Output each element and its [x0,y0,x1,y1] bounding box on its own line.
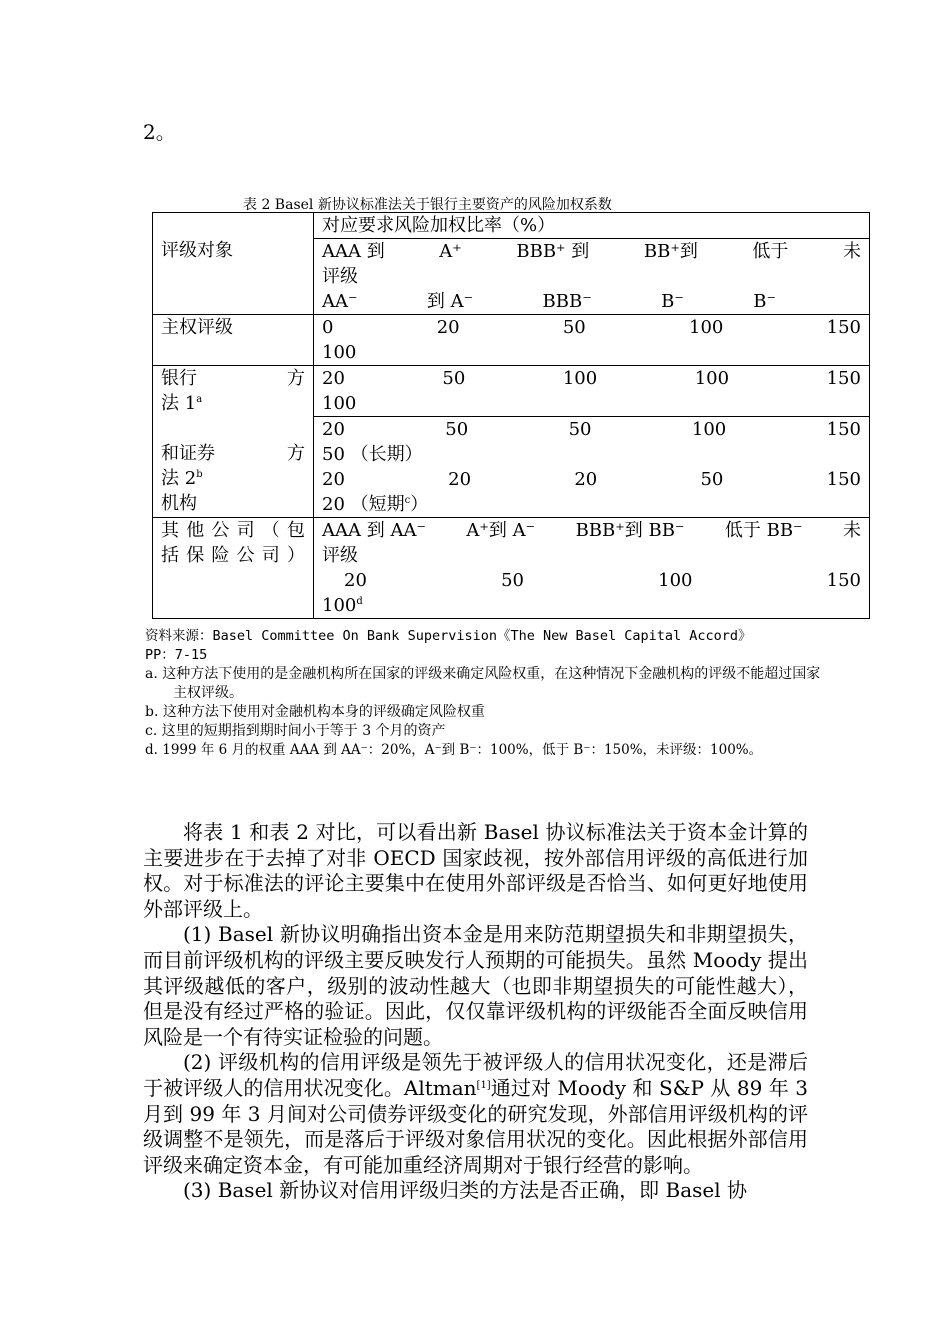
grade-h2-1: 到 A⁻ [426,291,474,312]
grade-h1-3: BB⁺到 [643,241,698,262]
note-a: a. 这种方法下使用的是金融机构所在国家的评级来确定风险权重，在这种情况下金融机构的评级不能超过国家主权评级。 [145,666,821,701]
paragraph-1: 将表 1 和表 2 对比，可以看出新 Basel 协议标准法关于资本金计算的主要进步在于去掉了对非 OECD 国家歧视，按外部信用评级的高低进行加权。对于标准法的评论主要集中在使用外部评级是否恰当、如何更好地使用外部评级上。 [143,820,808,921]
grades-row-2 [322,289,861,314]
bank-label-4-sup: b [196,469,203,480]
corp-v3: 150 [826,570,861,591]
corp-grade-4: 未 [843,520,861,541]
table-caption: 表 2 Basel 新协议标准法关于银行主要资产的风险加权系数 [243,197,612,213]
bank-label-3b: 方 [287,443,305,464]
paragraph-2: (1) Basel 新协议明确指出资本金是用来防范期望损失和非期望损失，而目前评级机构的评级主要反映发行人预期的可能损失。虽然 Moody 提出其评级越低的客户，级别的波动性越大（也即非期望损失的可能性越大），但是没有经过严格的验证。因此，仅仅靠评级机构的评级能否全面反映信用风险是一个有待实证检验的问题。 [143,922,808,1049]
bank-label-line4 [161,466,305,491]
bank-opt2-long-v3: 100 [691,419,727,440]
sovereign-label: 主权评级 [161,317,233,338]
bank-option1-row [153,366,870,417]
short-wrap-prefix: 20 （短期 [322,494,405,515]
corporate-values [322,568,861,593]
corp-grade-0: AAA 到 AA⁻ [322,520,426,541]
corp-v1: 50 [501,570,524,591]
corporate-grades-wrap: 评级 [322,545,358,566]
body-text [143,820,808,1204]
bank-opt2-long-v2: 50 [568,419,592,440]
bank-opt2-short-v3: 50 [700,469,724,490]
bank-option2-long-values [322,417,861,442]
header-title-cell [314,213,870,239]
bank-opt2-long-v1: 50 [445,419,469,440]
rating-object-label: 评级对象 [161,240,233,261]
sovereign-wrap: 100 [322,342,357,363]
sovereign-v2: 50 [562,317,586,338]
corporate-values-cell [314,518,870,619]
bank-option1-wrap: 100 [322,393,357,414]
bank-option2-short-wrap [322,492,861,517]
corp-v0: 20 [344,570,367,591]
grades-row-1-wrap: 评级 [322,266,358,287]
corp-wrap-sup: d [356,596,363,607]
bank-opt2-long-v0: 20 [322,419,345,440]
paragraph-3-after: 通过对 Moody 和 S&P 从 89 年 3 月到 99 年 3 月间对公司债券评级变化的研究发现，外部信用评级机构的评级调整不是领先，而是落后于评级对象信用状况的变化。因此根据外部信用评级来确定资本金，有可能加重经济周期对于银行经营的影响。 [143,1075,808,1177]
bank-opt2-short-v4: 150 [826,469,861,490]
bank-label-line3 [161,441,305,466]
corporate-row [153,518,870,619]
bank-option2-values-cell [314,417,870,518]
bank-label-1a: 银行 [161,368,197,389]
bank-label-cell [153,366,314,518]
bank-opt1-v1: 50 [442,368,466,389]
bank-option1-values-cell [314,366,870,417]
bank-label-4: 法 2 [161,468,197,489]
corporate-grades [322,518,861,543]
grade-h1-1: A⁺ [439,241,462,262]
short-wrap-suffix: ） [410,494,429,515]
grade-h1-5: 未 [842,241,861,262]
bank-label-line5: 机构 [161,493,197,514]
grade-h1-2: BBB⁺ 到 [516,241,590,262]
table-notes [145,627,825,760]
grade-h2-4: B⁻ [753,291,776,312]
rating-grades-cell [314,239,870,315]
bank-label-1b: 方 [287,368,305,389]
corp-grade-1: A⁺到 A⁻ [466,520,536,541]
grade-h2-2: BBB⁻ [542,291,592,312]
corporate-label-line1: 其他公司（包 [161,520,305,541]
bank-opt1-v4: 150 [826,368,861,389]
sovereign-v4: 150 [826,317,861,338]
corp-wrap-value: 100 [322,595,357,616]
corporate-label-line2: 括保险公司） [161,545,305,566]
bank-label-line2 [161,391,305,416]
bank-opt1-v3: 100 [694,368,730,389]
paragraph-4: (3) Basel 新协议对信用评级归类的方法是否正确，即 Basel 协 [183,1178,747,1203]
paragraph-3-before: (2) 评级机构的信用评级是领先于被评级人的信用状况变化，还是滞后于被评级人的信用状况变化。Altman [143,1050,808,1100]
table-header-row [153,213,870,239]
corp-grade-2: BBB⁺到 BB⁻ [575,520,685,541]
source-note: 资料来源：Basel Committee On Bank Supervision《The New Basel Capital Accord》PP：7-15 [145,628,745,663]
short-wrap-sup: c [404,495,411,506]
top-fragment: 2。 [143,120,176,144]
corp-grade-3: 低于 BB⁻ [724,520,803,541]
note-b: b. 这种方法下使用对金融机构本身的评级确定风险权重 [145,704,485,720]
sovereign-v0: 0 [322,317,334,338]
bank-option1-values [322,366,861,391]
sovereign-v1: 20 [436,317,460,338]
corp-v2: 100 [658,570,693,591]
grade-h1-0: AAA 到 [322,241,385,262]
bank-option2-long-wrap: 50 （长期） [322,444,423,465]
bank-opt2-short-v0: 20 [322,469,345,490]
sovereign-row [153,315,870,366]
grade-h2-3: B⁻ [661,291,684,312]
risk-weight-table [152,212,870,619]
sovereign-label-cell [153,315,314,366]
bank-option2-short-values [322,467,861,492]
grade-h2-0: AA⁻ [322,291,358,312]
bank-opt1-v2: 100 [562,368,598,389]
paragraph-3 [143,1050,808,1178]
note-c: c. 这里的短期指到期时间小于等于 3 个月的资产 [145,723,446,739]
bank-label-line1 [161,366,305,391]
citation-ref: [1] [476,1079,491,1091]
sovereign-values [322,315,861,340]
bank-opt2-long-v4: 150 [826,419,861,440]
bank-opt2-short-v2: 20 [574,469,598,490]
corporate-label-cell [153,518,314,619]
bank-label-2: 法 1 [161,393,197,414]
sovereign-v3: 100 [689,317,724,338]
corporate-wrap [322,593,861,618]
rating-object-cell [153,213,314,315]
header-title: 对应要求风险加权比率（%） [322,215,556,236]
bank-label-3a: 和证券 [161,443,215,464]
grade-h1-4: 低于 [752,241,789,262]
note-d: d. 1999 年 6 月的权重 AAA 到 AA⁻：20%，A⁻到 B⁻：100%，低于 B⁻：150%，未评级：100%。 [145,742,763,758]
bank-opt1-v0: 20 [322,368,345,389]
bank-opt2-short-v1: 20 [448,469,472,490]
grades-row-1 [322,239,861,264]
sovereign-values-cell [314,315,870,366]
bank-label-2-sup: a [196,394,203,405]
